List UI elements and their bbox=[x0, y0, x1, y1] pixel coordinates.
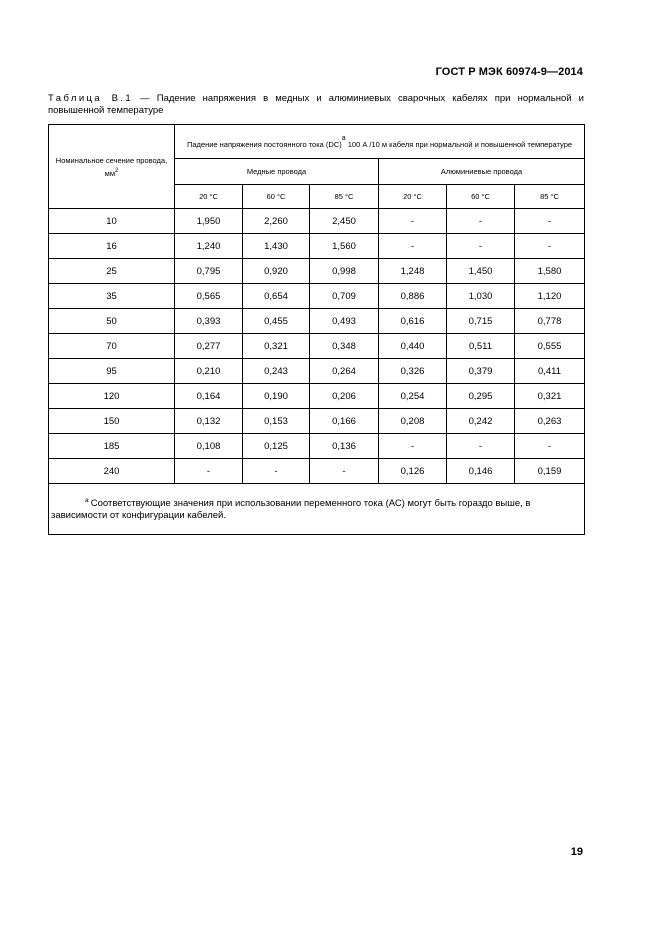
section-header-unit-sup: 2 bbox=[114, 167, 119, 174]
temp-header-al-85: 85 °С bbox=[515, 185, 585, 209]
table-cell: 0,709 bbox=[310, 284, 379, 309]
table-cell: 1,950 bbox=[175, 209, 243, 234]
footnote-row bbox=[49, 484, 585, 535]
table-footnote bbox=[49, 484, 585, 535]
table-body bbox=[49, 209, 585, 535]
table-row bbox=[49, 284, 585, 309]
table-cell: 0,164 bbox=[175, 384, 243, 409]
voltage-drop-header-part1: Падение напряжения постоянного тока (DC) bbox=[186, 140, 342, 149]
table-cell: 35 bbox=[49, 284, 175, 309]
table-cell: 0,493 bbox=[310, 309, 379, 334]
table-cell: 95 bbox=[49, 359, 175, 384]
table-cell: 0,321 bbox=[243, 334, 310, 359]
table-cell: 0,208 bbox=[379, 409, 447, 434]
footnote-text: Соответствующие значения при использовании переменного тока (АС) могут быть гораздо выше, в зависимости от конфигурации кабелей. bbox=[51, 497, 531, 521]
footnote-mark: а bbox=[85, 496, 89, 504]
table-cell: 0,153 bbox=[243, 409, 310, 434]
table-cell: 1,560 bbox=[310, 234, 379, 259]
temp-header-cu-85: 85 °С bbox=[310, 185, 379, 209]
table-cell: 50 bbox=[49, 309, 175, 334]
table-cell: 0,998 bbox=[310, 259, 379, 284]
table-cell: 0,263 bbox=[515, 409, 585, 434]
table-cell: 1,248 bbox=[379, 259, 447, 284]
table-cell: 0,125 bbox=[243, 434, 310, 459]
table-cell: 1,430 bbox=[243, 234, 310, 259]
voltage-drop-table bbox=[48, 124, 585, 535]
table-cell: 0,108 bbox=[175, 434, 243, 459]
table-cell: 0,411 bbox=[515, 359, 585, 384]
section-column-header bbox=[49, 125, 175, 209]
table-cell: 0,326 bbox=[379, 359, 447, 384]
table-caption bbox=[48, 93, 584, 117]
table-cell: 70 bbox=[49, 334, 175, 359]
page-number: 19 bbox=[570, 846, 583, 858]
table-cell: 0,132 bbox=[175, 409, 243, 434]
table-cell: 0,348 bbox=[310, 334, 379, 359]
voltage-drop-footnote-mark: a bbox=[341, 135, 346, 142]
table-cell: 0,136 bbox=[310, 434, 379, 459]
table-cell: 240 bbox=[49, 459, 175, 484]
table-row bbox=[49, 434, 585, 459]
table-cell: 0,159 bbox=[515, 459, 585, 484]
section-header-unit: мм bbox=[104, 168, 115, 178]
table-row bbox=[49, 359, 585, 384]
table-cell: 0,616 bbox=[379, 309, 447, 334]
table-cell: 0,778 bbox=[515, 309, 585, 334]
table-cell: 0,920 bbox=[243, 259, 310, 284]
table-cell: - bbox=[379, 209, 447, 234]
table-cell: 16 bbox=[49, 234, 175, 259]
table-cell: 2,450 bbox=[310, 209, 379, 234]
table-cell: 0,277 bbox=[175, 334, 243, 359]
table-cell: 25 bbox=[49, 259, 175, 284]
temp-header-cu-60: 60 °С bbox=[243, 185, 310, 209]
table-row bbox=[49, 259, 585, 284]
table-cell: - bbox=[447, 234, 515, 259]
copper-header: Медные провода bbox=[175, 159, 379, 185]
voltage-drop-header bbox=[175, 125, 585, 159]
voltage-drop-header-part2: 100 А /10 м кабеля при нормальной и повышенной температуре bbox=[345, 140, 573, 149]
table-cell: 150 bbox=[49, 409, 175, 434]
table-cell: - bbox=[515, 209, 585, 234]
table-cell: 1,240 bbox=[175, 234, 243, 259]
table-cell: 0,166 bbox=[310, 409, 379, 434]
table-row bbox=[49, 234, 585, 259]
table-cell: 0,190 bbox=[243, 384, 310, 409]
table-caption-label: Таблица В.1 bbox=[48, 93, 134, 104]
table-cell: 2,260 bbox=[243, 209, 310, 234]
temp-header-cu-20: 20 °С bbox=[175, 185, 243, 209]
table-cell: 0,715 bbox=[447, 309, 515, 334]
table-row bbox=[49, 334, 585, 359]
table-cell: 120 bbox=[49, 384, 175, 409]
table-cell: 0,455 bbox=[243, 309, 310, 334]
table-cell: 0,146 bbox=[447, 459, 515, 484]
table-cell: - bbox=[515, 434, 585, 459]
table-cell: 1,120 bbox=[515, 284, 585, 309]
table-cell: - bbox=[243, 459, 310, 484]
table-cell: 0,393 bbox=[175, 309, 243, 334]
table-cell: - bbox=[175, 459, 243, 484]
table-cell: 0,321 bbox=[515, 384, 585, 409]
table-cell: 1,450 bbox=[447, 259, 515, 284]
table-cell: 0,565 bbox=[175, 284, 243, 309]
table-cell: 1,580 bbox=[515, 259, 585, 284]
table-cell: - bbox=[447, 209, 515, 234]
temp-header-al-60: 60 °С bbox=[447, 185, 515, 209]
table-cell: 0,440 bbox=[379, 334, 447, 359]
table-cell: 10 bbox=[49, 209, 175, 234]
table-cell: 0,654 bbox=[243, 284, 310, 309]
table-cell: 0,210 bbox=[175, 359, 243, 384]
table-cell: - bbox=[310, 459, 379, 484]
table-cell: - bbox=[515, 234, 585, 259]
table-cell: - bbox=[447, 434, 515, 459]
table-cell: 0,795 bbox=[175, 259, 243, 284]
table-cell: - bbox=[379, 434, 447, 459]
aluminium-header: Алюминиевые провода bbox=[379, 159, 585, 185]
table-cell: 0,886 bbox=[379, 284, 447, 309]
table-cell: 0,242 bbox=[447, 409, 515, 434]
table-row bbox=[49, 209, 585, 234]
table-cell: 185 bbox=[49, 434, 175, 459]
table-cell: 0,555 bbox=[515, 334, 585, 359]
table-caption-text: — Падение напряжения в медных и алюминиевых сварочных кабелях при нормальной и повышенной температуре bbox=[48, 93, 584, 116]
table-cell: 0,511 bbox=[447, 334, 515, 359]
table-row bbox=[49, 459, 585, 484]
table-row bbox=[49, 309, 585, 334]
table-row bbox=[49, 384, 585, 409]
table-cell: 0,264 bbox=[310, 359, 379, 384]
table-cell: 0,206 bbox=[310, 384, 379, 409]
table-row bbox=[49, 409, 585, 434]
table-cell: 0,243 bbox=[243, 359, 310, 384]
table-cell: 1,030 bbox=[447, 284, 515, 309]
table-cell: 0,379 bbox=[447, 359, 515, 384]
temp-header-al-20: 20 °С bbox=[379, 185, 447, 209]
table-cell: 0,126 bbox=[379, 459, 447, 484]
section-header-text: Номинальное сечение провода, bbox=[55, 155, 168, 165]
table-cell: - bbox=[379, 234, 447, 259]
standard-designation: ГОСТ Р МЭК 60974-9—2014 bbox=[435, 66, 583, 78]
table-cell: 0,254 bbox=[379, 384, 447, 409]
table-cell: 0,295 bbox=[447, 384, 515, 409]
